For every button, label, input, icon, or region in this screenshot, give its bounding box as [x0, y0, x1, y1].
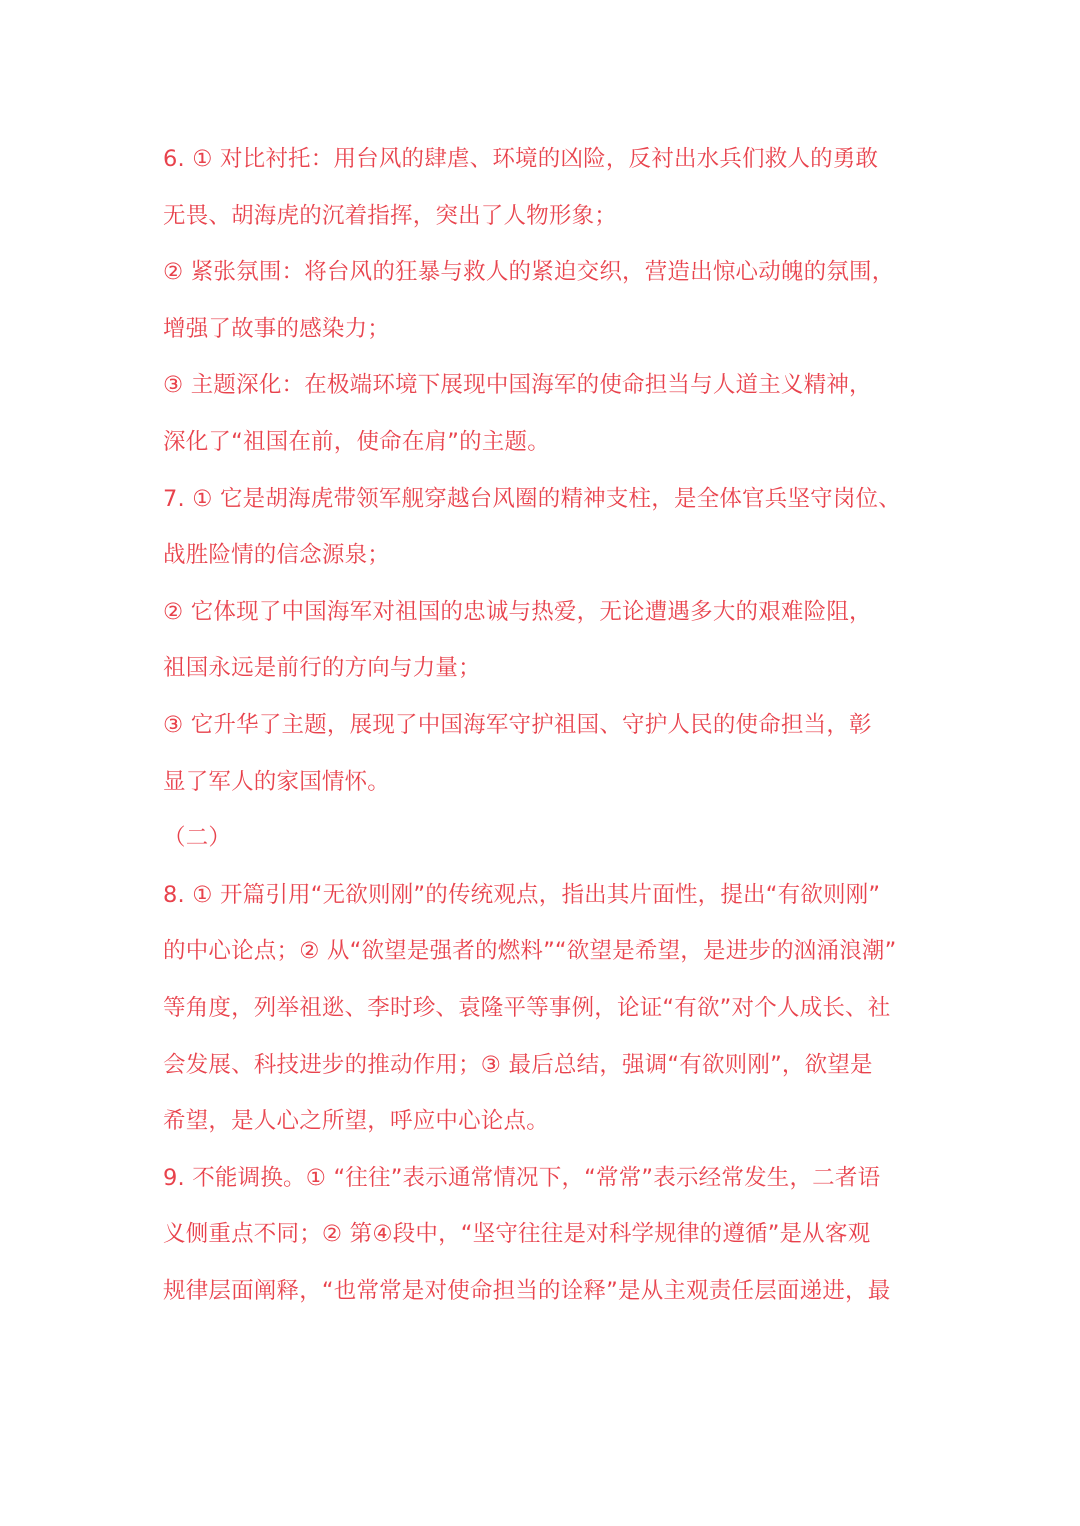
text-line: 6. ① 对比衬托：用台风的肆虐、环境的凶险，反衬出水兵们救人的勇敢 [163, 146, 879, 172]
text-line: 等角度，列举祖逖、李时珍、袁隆平等事例，论证“有欲”对个人成长、社 [163, 994, 891, 1021]
text-line: 9. 不能调换。① “往往”表示通常情况下，“常常”表示经常发生，二者语 [163, 1164, 881, 1191]
text-line: 的中心论点；② 从“欲望是强者的燃料”“欲望是希望，是进步的汹涌浪潮” [163, 938, 897, 965]
text-line: 义侧重点不同；② 第④段中，“坚守往往是对科学规律的遵循”是从客观 [163, 1221, 871, 1248]
text-line: 显了军人的家国情怀。 [163, 768, 391, 795]
text-line: 8. ① 开篇引用“无欲则刚”的传统观点，指出其片面性，提出“有欲则刚” [163, 881, 881, 908]
text-line: 深化了“祖国在前，使命在肩”的主题。 [163, 428, 550, 455]
text-line: 战胜险情的信念源泉； [163, 542, 391, 569]
text-line: ② 它体现了中国海军对祖国的忠诚与热爱，无论遭遇多大的艰难险阻， [163, 598, 872, 625]
text-line: 无畏、胡海虎的沉着指挥，突出了人物形象； [163, 202, 618, 229]
text-line: ③ 它升华了主题，展现了中国海军守护祖国、守护人民的使命担当，彰 [163, 711, 872, 738]
text-line: 7. ① 它是胡海虎带领军舰穿越台风圈的精神支柱，是全体官兵坚守岗位、 [163, 485, 901, 512]
section-heading: （二） [163, 825, 232, 852]
text-line: ② 紧张氛围：将台风的狂暴与救人的紧迫交织，营造出惊心动魄的氛围， [163, 259, 895, 286]
text-line: 规律层面阐释，“也常常是对使命担当的诠释”是从主观责任层面递进，最 [163, 1277, 891, 1304]
text-line: 会发展、科技进步的推动作用；③ 最后总结，强调“有欲则刚”，欲望是 [163, 1051, 873, 1078]
text-line: 希望，是人心之所望，呼应中心论点。 [163, 1108, 549, 1135]
text-line: 增强了故事的感染力； [163, 315, 391, 342]
answer-text-block [163, 131, 933, 1319]
text-line: 祖国永远是前行的方向与力量； [163, 655, 481, 682]
text-line: ③ 主题深化：在极端环境下展现中国海军的使命担当与人道主义精神， [163, 372, 872, 399]
